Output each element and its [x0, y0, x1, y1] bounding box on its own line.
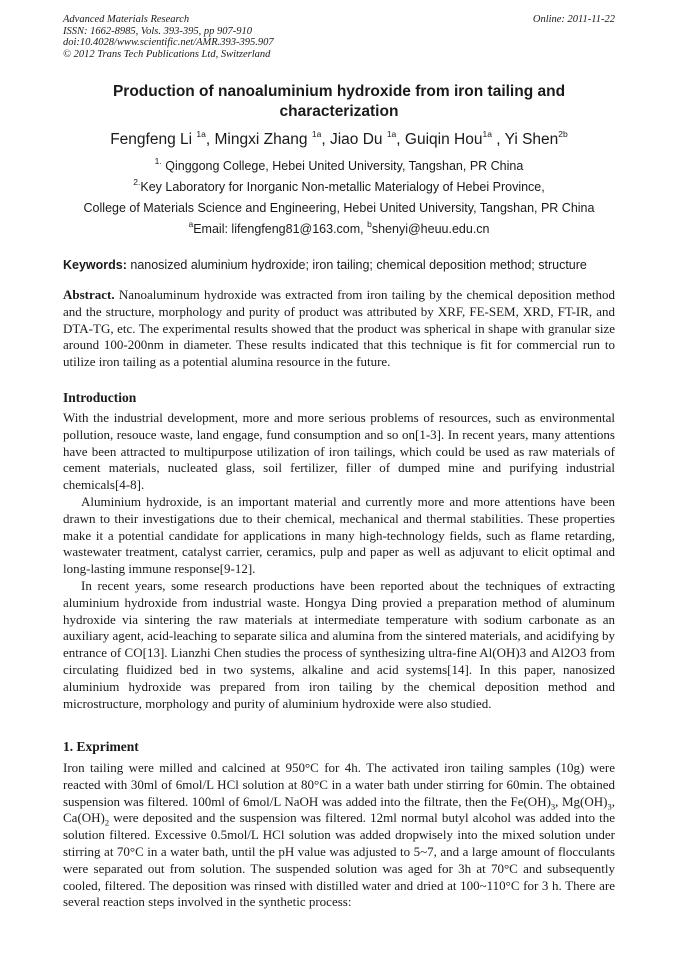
author-list: [63, 130, 615, 150]
affiliation-1: [63, 158, 615, 174]
keywords-label: Keywords:: [63, 258, 127, 272]
author-name: Fengfeng Li: [110, 131, 193, 148]
abstract-label: Abstract.: [63, 287, 115, 302]
experiment-text: , Mg(OH): [555, 793, 608, 809]
affiliation-2: [63, 179, 615, 195]
author-affil-mark: 2b: [558, 129, 568, 139]
section-heading-experiment: 1. Expriment: [63, 739, 139, 754]
author-separator: ,: [205, 131, 215, 148]
intro-paragraph-2: Aluminium hydroxide, is an important material and currently more and more attentions have been drawn to their investigations due to their chemical, mechanical and thermal stabilities. These properties make it a potential candidate for applications in many high-technology fields, such as flame retarding, wastewater treatment, catalyst carrier, ceramics, pulp and paper as well as adjuvant to elicit optimal and long-lasting immune response[9-12].: [63, 494, 615, 577]
subscript: 2: [104, 817, 110, 828]
email-mark-b: b: [367, 219, 372, 229]
author-name: Yi Shen: [504, 131, 559, 148]
journal-name: Advanced Materials Research: [63, 14, 190, 25]
experiment-paragraph-1: [63, 760, 615, 911]
email-a: Email: lifengfeng81@163.com,: [193, 222, 368, 236]
author-name: Jiao Du: [329, 131, 383, 148]
author-separator: ,: [396, 131, 405, 148]
author-name: Guiqin Hou: [404, 131, 483, 148]
author-affil-mark: 1a: [482, 129, 492, 139]
author-separator: ,: [321, 131, 330, 148]
paper-title: [63, 82, 615, 122]
email-b: shenyi@heuu.edu.cn: [371, 222, 490, 236]
author-separator: ,: [491, 131, 505, 148]
subscript: 3: [607, 801, 612, 812]
issn-line: ISSN: 1662-8985, Vols. 393-395, pp 907-910: [63, 25, 252, 37]
title-line-2: characterization: [279, 103, 399, 120]
intro-paragraph-1: With the industrial development, more and more serious problems of resources, such as environmental pollution, resouce waste, land engage, fund consumption and so on[1-3]. In recent years, many attentions have been attracted to multipurpose utilization of iron tailings, which could be used as raw materials of cement materials, nucleated glass, soil fertilizer, filler of dumped mine and purifying industrial chemicals[4-8].: [63, 410, 615, 493]
affiliation-text: Key Laboratory for Inorganic Non-metallic Materialogy of Hebei Province,: [140, 180, 545, 194]
keywords-text: nanosized aluminium hydroxide; iron tailing; chemical deposition method; structure: [126, 258, 587, 272]
author-affil-mark: 1a: [386, 129, 397, 139]
author-name: Mingxi Zhang: [214, 131, 308, 148]
doi-line: doi:10.4028/www.scientific.net/AMR.393-395.907: [63, 37, 274, 48]
affiliation-mark: 1.: [154, 156, 162, 166]
email-mark-a: a: [188, 219, 194, 229]
experiment-text: , Ca(OH): [63, 793, 615, 826]
experiment-text: Iron tailing were milled and calcined at 950°C for 4h. The activated iron tailing samples (10g) were reacted with 30ml of 6mol/L HCl solution at 80°C in a water bath under stirring for 60min. The obtained suspension was filtered. 100ml of 6mol/L NaOH was added into the filtrate, then the Fe(OH): [63, 760, 615, 809]
experiment-text: were deposited and the suspension was filtered. 12ml normal butyl alcohol was added into the solution filtered. Excessive 0.5mol/L HCl solution was added dropwisely into the mixed solution under stirring at 70°C in a water bath, until the pH value was adjusted to 5~7, and a large amount of flocculants were separated out from solution. The suspended solution was aged for 3h at 70°C and subsequently cooled, filtered. The deposition was rinsed with distilled water and dried at 100~110°C for 3 h. There are several reaction steps involved in the synthetic process:: [63, 810, 615, 910]
affiliation-2-line-2: College of Materials Science and Engineering, Hebei United University, Tangshan, PR China: [83, 201, 595, 215]
author-affil-mark: 1a: [311, 129, 322, 139]
affiliation-text: Qinggong College, Hebei United University, Tangshan, PR China: [161, 159, 524, 173]
keywords: [63, 257, 615, 273]
intro-paragraph-3: In recent years, some research productions have been reported about the techniques of extracting aluminium hydroxide from industrial waste. Hongya Ding provied a preparation method of aluminum hydroxide via sintering the raw materials at intermediate temperature with sodium carbonate as an auxiliary agent, acid-leaching to separate silica and alumina from the sintered materials, and acidifying by entrance of CO[13]. Lianzhi Chen studies the process of synthesizing ultra-fine Al(OH)3 and Al2O3 from circulating fluidized bed in two systems, alkaline and acid systems[14]. In this paper, nanosized aluminium hydroxide was prepared from iron tailing by the chemical deposition method and microstructure, morphology and purity of aluminium hydroxide were also studied.: [63, 578, 615, 711]
section-heading-introduction: Introduction: [63, 390, 137, 405]
journal-header: [63, 14, 615, 60]
online-date: Online: 2011-11-22: [532, 14, 615, 25]
title-line-1: Production of nanoaluminium hydroxide from iron tailing and: [112, 83, 566, 100]
subscript: 3: [550, 801, 556, 812]
abstract-text: Nanoaluminum hydroxide was extracted from iron tailing by the chemical deposition method and the structure, morphology and purity of product was attributed by XRF, FE-SEM, XRD, FT-IR, and DTA-TG, etc. The experimental results showed that the product was spherical in shape with granular size around 100-200nm in diameter. These results indicated that this technique is fit for commercial run to utilize iron tailing as a potential alumina resource in the future.: [63, 287, 615, 370]
email-line: [63, 221, 615, 237]
abstract: [63, 287, 615, 371]
author-affil-mark: 1a: [196, 129, 206, 139]
copyright-line: © 2012 Trans Tech Publications Ltd, Switzerland: [63, 48, 271, 60]
affiliation-mark: 2.: [133, 177, 141, 187]
